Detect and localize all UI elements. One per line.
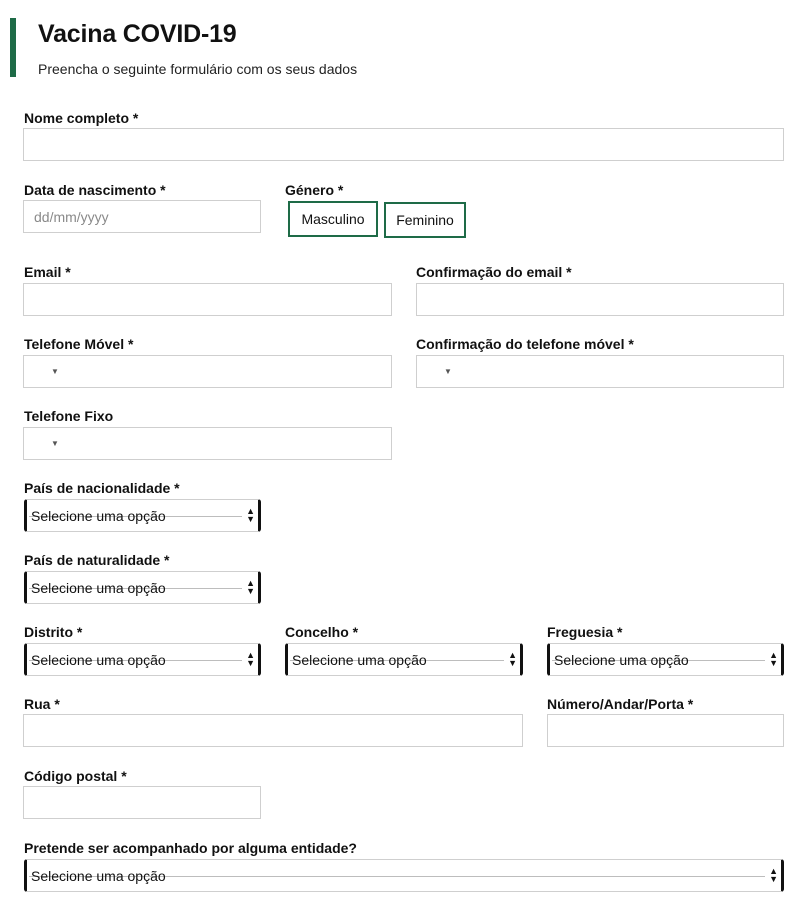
select-arrows-icon: ▲ ▼ [246, 506, 255, 524]
mobile-confirm-input[interactable] [416, 355, 784, 388]
number-label: Número/Andar/Porta * [547, 696, 694, 712]
page-subtitle: Preencha o seguinte formulário com os seus dados [38, 61, 358, 77]
district-select[interactable] [24, 643, 261, 676]
postal-code-input[interactable] [23, 786, 261, 819]
municipality-select[interactable] [285, 643, 523, 676]
email-input[interactable] [23, 283, 392, 316]
accompanied-select[interactable] [24, 859, 784, 892]
nationality-label: País de nacionalidade * [24, 480, 180, 496]
gender-label: Género * [285, 182, 344, 198]
birthplace-selected: Selecione uma opção [31, 580, 166, 596]
landline-input[interactable] [23, 427, 392, 460]
email-label: Email * [24, 264, 71, 280]
mobile-confirm-label: Confirmação do telefone móvel * [416, 336, 634, 352]
birth-date-label: Data de nascimento * [24, 182, 166, 198]
number-input[interactable] [547, 714, 784, 747]
parish-label: Freguesia * [547, 624, 623, 640]
full-name-label: Nome completo * [24, 110, 139, 126]
district-selected: Selecione uma opção [31, 652, 166, 668]
select-arrows-icon: ▲ ▼ [769, 866, 778, 884]
email-confirm-input[interactable] [416, 283, 784, 316]
accompanied-selected: Selecione uma opção [31, 868, 166, 884]
municipality-selected: Selecione uma opção [292, 652, 427, 668]
country-code-dropdown-icon[interactable]: ▼ [51, 367, 59, 376]
select-arrows-icon: ▲ ▼ [246, 650, 255, 668]
street-input[interactable] [23, 714, 523, 747]
mobile-input[interactable] [23, 355, 392, 388]
district-label: Distrito * [24, 624, 83, 640]
municipality-label: Concelho * [285, 624, 359, 640]
select-arrows-icon: ▲ ▼ [508, 650, 517, 668]
country-code-dropdown-icon[interactable]: ▼ [444, 367, 452, 376]
parish-select[interactable] [547, 643, 784, 676]
country-code-dropdown-icon[interactable]: ▼ [51, 439, 59, 448]
nationality-selected: Selecione uma opção [31, 508, 166, 524]
header-accent-bar [10, 18, 16, 77]
nationality-select[interactable] [24, 499, 261, 532]
birthplace-label: País de naturalidade * [24, 552, 170, 568]
parish-selected: Selecione uma opção [554, 652, 689, 668]
full-name-input[interactable] [23, 128, 784, 161]
landline-label: Telefone Fixo [24, 408, 114, 424]
street-label: Rua * [24, 696, 60, 712]
gender-male-button[interactable]: Masculino [288, 201, 378, 237]
accompanied-label: Pretende ser acompanhado por alguma entidade? [24, 840, 357, 856]
birthplace-select[interactable] [24, 571, 261, 604]
page-title: Vacina COVID-19 [38, 20, 237, 48]
mobile-label: Telefone Móvel * [24, 336, 134, 352]
postal-code-label: Código postal * [24, 768, 127, 784]
select-arrows-icon: ▲ ▼ [769, 650, 778, 668]
birth-date-input[interactable] [23, 200, 261, 233]
email-confirm-label: Confirmação do email * [416, 264, 572, 280]
select-arrows-icon: ▲ ▼ [246, 578, 255, 596]
gender-female-button[interactable]: Feminino [384, 202, 466, 238]
